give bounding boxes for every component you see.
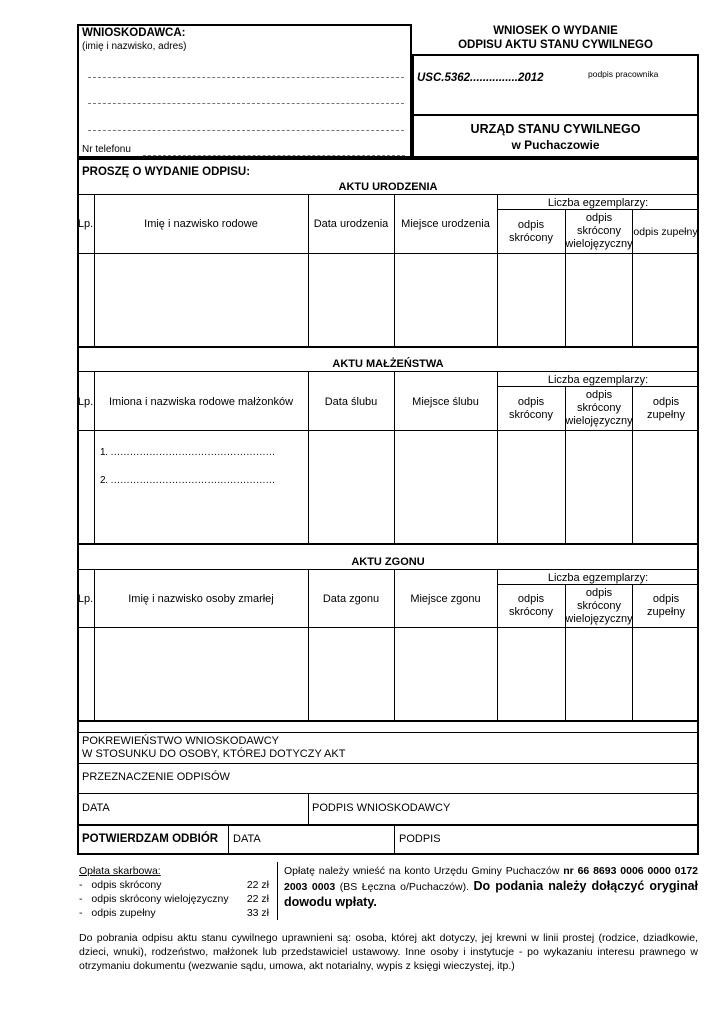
- applicant-line-1[interactable]: [88, 77, 404, 78]
- office-location: w Puchaczowie: [511, 138, 600, 152]
- birth-place-header: Miejsce urodzenia: [401, 217, 490, 230]
- employee-signature-label: podpis pracownika: [588, 69, 659, 79]
- spouse-1-line[interactable]: 1. ……………………………………………: [100, 447, 276, 458]
- marriage-copy-short-header: odpis skrócony: [508, 396, 554, 421]
- marriage-date-header: Data ślubu: [324, 395, 378, 408]
- death-name-header: Imię i nazwisko osoby zmarłej: [128, 592, 274, 605]
- purpose-label: PRZEZNACZENIE ODPISÓW: [82, 771, 230, 783]
- applicant-title: WNIOSKODAWCA:: [82, 27, 186, 39]
- payment-note: Do podania należy dołączyć oryginał dowodu wpłaty.: [284, 879, 698, 909]
- payment-info: [284, 864, 698, 911]
- kinship-label-2: W STOSUNKU DO OSOBY, KTÓREJ DOTYCZY AKT: [82, 748, 346, 760]
- office-name: URZĄD STANU CYWILNEGO: [470, 122, 641, 136]
- birth-name-header: Imię i nazwisko rodowe: [144, 217, 258, 230]
- birth-copy-short-header: odpis skrócony: [508, 219, 554, 244]
- confirm-signature-label: PODPIS: [399, 833, 441, 845]
- fee-label: odpis zupełny: [91, 907, 156, 919]
- date-label: DATA: [82, 802, 110, 814]
- marriage-copy-full-header: odpis zupełny: [647, 396, 685, 421]
- marriage-copies-label: Liczba egzemplarzy:: [547, 374, 649, 386]
- confirm-receipt-label: POTWIERDZAM ODBIÓR: [82, 833, 219, 845]
- death-copy-full-header: odpis zupełny: [647, 593, 685, 618]
- death-place-header: Miejsce zgonu: [410, 592, 481, 605]
- reference-number: USC.5362...............2012: [417, 72, 544, 84]
- fee-item: - odpis skrócony 22 zł: [79, 879, 269, 891]
- phone-line[interactable]: [143, 155, 405, 156]
- birth-lp-header: Lp.: [77, 217, 94, 230]
- applicant-subtitle: (imię i nazwisko, adres): [82, 41, 187, 52]
- request-title-1: WNIOSEK O WYDANIE: [493, 25, 618, 37]
- fee-amount: 22 zł: [246, 893, 269, 905]
- payment-text-a: Opłatę należy wnieść na konto Urzędu Gminy Puchaczów: [284, 865, 564, 877]
- marriage-name-header: Imiona i nazwiska rodowe małżonków: [108, 395, 294, 408]
- death-entry-row[interactable]: [95, 628, 697, 719]
- bank-account: nr 66 8693 0006 0000 0172 2003 0003: [284, 865, 698, 893]
- applicant-line-2[interactable]: [88, 103, 404, 104]
- birth-copy-full-header: odpis zupełny: [633, 225, 698, 238]
- form-heading: PROSZĘ O WYDANIE ODPISU:: [82, 166, 251, 178]
- marriage-place-header: Miejsce ślubu: [412, 395, 479, 408]
- marriage-lp-header: Lp.: [77, 395, 94, 408]
- payment-text-b: (BS Łęczna o/Puchaczów).: [335, 881, 474, 893]
- death-lp-header: Lp.: [77, 592, 94, 605]
- spouse-2-line[interactable]: 2. ……………………………………………: [100, 475, 276, 486]
- applicant-line-3[interactable]: [88, 130, 404, 131]
- kinship-label-1: POKREWIEŃSTWO WNIOSKODAWCY: [82, 735, 279, 747]
- fees-title: Opłata skarbowa:: [79, 865, 161, 877]
- applicant-signature-label: PODPIS WNIOSKODAWCY: [312, 802, 451, 814]
- fee-amount: 33 zł: [246, 907, 269, 919]
- confirm-date-label: DATA: [233, 833, 261, 845]
- fee-label: odpis skrócony: [91, 879, 162, 891]
- phone-label: Nr telefonu: [82, 144, 131, 155]
- marriage-section-title: AKTU MAŁŻEŃSTWA: [332, 358, 444, 370]
- death-section-title: AKTU ZGONU: [351, 556, 425, 568]
- death-copies-label: Liczba egzemplarzy:: [547, 572, 649, 584]
- eligibility-info: Do pobrania odpisu aktu stanu cywilnego uprawnieni są: osoba, której akt dotyczy, jej krewni w linii prostej (rodzice, dziadkowie, dzieci, wnuki), rodzeństwo, małżonek lub przedstawiciel ustawowy. Inne osoby i instytucje - po wykazaniu interesu prawnego w otrzymaniu dokumentu (wezwanie sądu, umowa, akt notarialny, wypis z księgi wieczystej, itp.): [79, 932, 698, 972]
- death-copy-multi-header: odpis skrócony wielojęzyczny: [565, 587, 633, 625]
- request-title-2: ODPISU AKTU STANU CYWILNEGO: [458, 39, 653, 51]
- birth-copy-multi-header: odpis skrócony wielojęzyczny: [565, 212, 633, 250]
- fee-label: odpis skrócony wielojęzyczny: [91, 893, 229, 905]
- birth-entry-row[interactable]: [95, 254, 697, 345]
- fee-item: - odpis skrócony wielojęzyczny 22 zł: [79, 893, 269, 905]
- fee-amount: 22 zł: [246, 879, 269, 891]
- birth-date-header: Data urodzenia: [313, 217, 389, 230]
- reference-divider: [412, 114, 699, 116]
- birth-copies-label: Liczba egzemplarzy:: [547, 197, 649, 209]
- death-date-header: Data zgonu: [322, 592, 380, 605]
- fee-item: - odpis zupełny 33 zł: [79, 907, 269, 919]
- fees-divider: [277, 862, 278, 920]
- marriage-copy-multi-header: odpis skrócony wielojęzyczny: [565, 389, 633, 427]
- birth-section-title: AKTU URODZENIA: [338, 181, 438, 193]
- death-copy-short-header: odpis skrócony: [508, 593, 554, 618]
